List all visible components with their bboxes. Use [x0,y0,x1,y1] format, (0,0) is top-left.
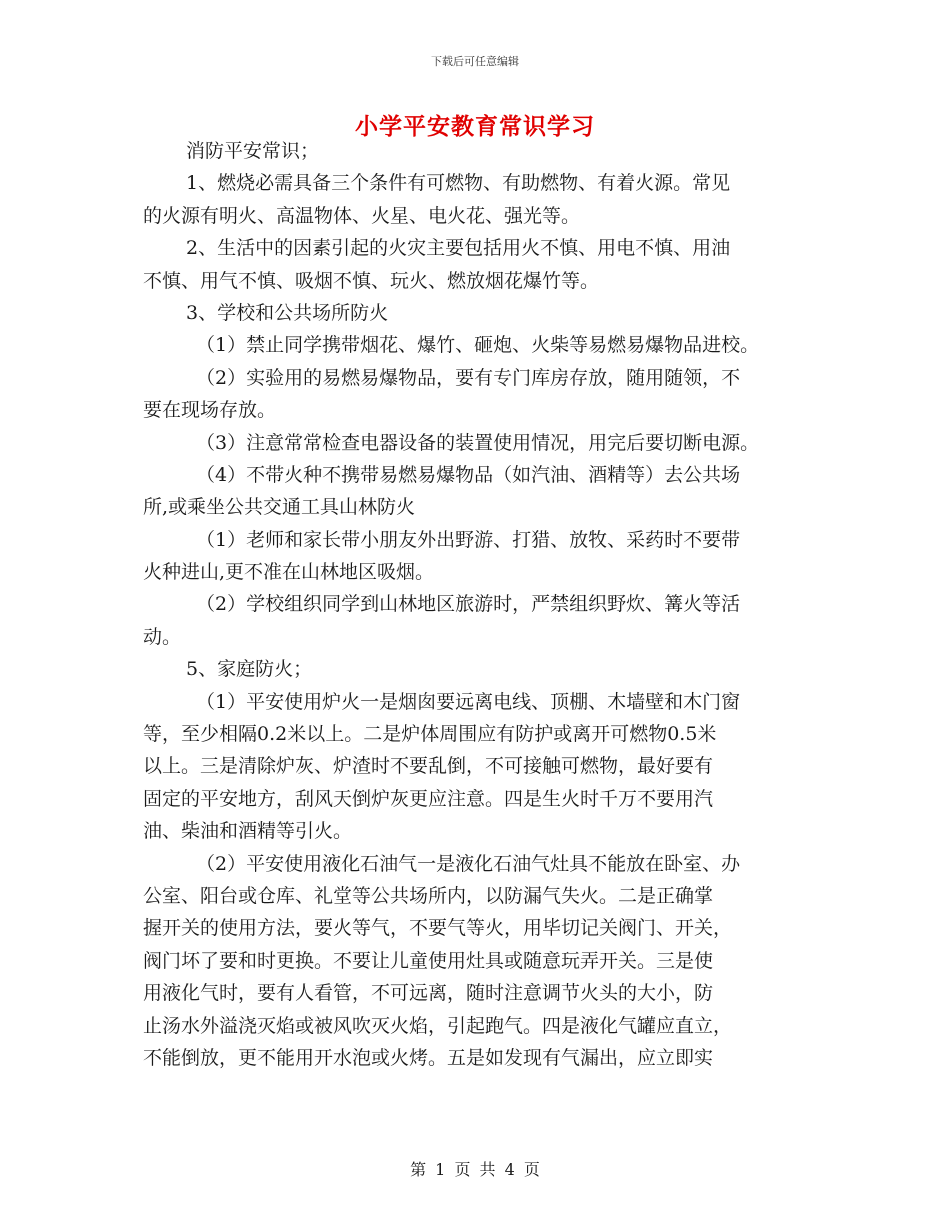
paragraph-line: 用液化气时，要有人看管，不可远离，随时注意调节火头的大小，防 [143,982,714,1005]
paragraph-line: 止汤水外溢浇灭焰或被风吹灭火焰，引起跑气。四是液化气罐应直立， [143,1014,733,1037]
paragraph-line: 火种进山,更不准在山林地区吸烟。 [143,561,435,584]
paragraph-line: （2）实验用的易燃易爆物品，要有专门库房存放，随用随领，不 [196,366,741,389]
paragraph-line: 油、柴油和酒精等引火。 [143,820,353,843]
paragraph-line: （3）注意常常检查电器设备的装置使用情况，用完后要切断电源。 [196,431,760,454]
paragraph-line: 以上。三是清除炉灰、炉渣时不要乱倒，不可接触可燃物，最好要有 [143,755,714,778]
header-note: 下载后可任意编辑 [431,55,519,68]
section-heading-school-fire: 3、学校和公共场所防火 [186,301,389,324]
paragraph-line: 握开关的使用方法，要火等气，不要气等火，用毕切记关阀门、开关， [143,917,733,940]
paragraph-line: 公室、阳台或仓库、礼堂等公共场所内，以防漏气失火。二是正确掌 [143,884,714,907]
paragraph-line: 不慎、用气不慎、吸烟不慎、玩火、燃放烟花爆竹等。 [143,269,600,292]
paragraph-line: （1）禁止同学携带烟花、爆竹、砸炮、火柴等易燃易爆物品进校。 [196,334,760,357]
section-heading-home-fire: 5、家庭防火； [186,658,313,681]
paragraph-line: 1、燃烧必需具备三个条件有可燃物、有助燃物、有着火源。常见 [186,172,731,195]
paragraph-line: （1）平安使用炉火一是烟囱要远离电线、顶棚、木墙壁和木门窗 [196,690,741,713]
paragraph-line: 等，至少相隔0.2米以上。二是炉体周围应有防护或离开可燃物0.5米 [143,723,717,746]
document-body [143,135,815,1074]
paragraph-line: （4）不带火种不携带易燃易爆物品（如汽油、酒精等）去公共场 [196,463,741,486]
paragraph-line: （2）平安使用液化石油气一是液化石油气灶具不能放在卧室、办 [196,852,741,875]
paragraph-line: 的火源有明火、高温物体、火星、电火花、强光等。 [143,204,581,227]
section-heading-fire-safety: 消防平安常识； [186,140,320,162]
paragraph-line: 阀门坏了要和时更换。不要让儿童使用灶具或随意玩弄开关。三是使 [143,949,714,972]
paragraph-line: 2、生活中的因素引起的火灾主要包括用火不慎、用电不慎、用油 [186,237,731,260]
paragraph-line: 固定的平安地方，刮风天倒炉灰更应注意。四是生火时千万不要用汽 [143,787,714,810]
paragraph-line: （1）老师和家长带小朋友外出野游、打猎、放牧、采药时不要带 [196,528,741,551]
paragraph-line: 要在现场存放。 [143,399,277,422]
paragraph-line: 动。 [143,625,182,648]
paragraph-line: 不能倒放，更不能用开水泡或火烤。五是如发现有气漏出，应立即实 [143,1046,714,1069]
page-title: 小学平安教育常识学习 [355,113,595,140]
page-number-footer: 第 1 页 共 4 页 [410,1160,540,1179]
paragraph-line: 所,或乘坐公共交通工具山林防火 [143,496,416,519]
paragraph-line: （2）学校组织同学到山林地区旅游时，严禁组织野炊、篝火等活 [196,593,741,616]
